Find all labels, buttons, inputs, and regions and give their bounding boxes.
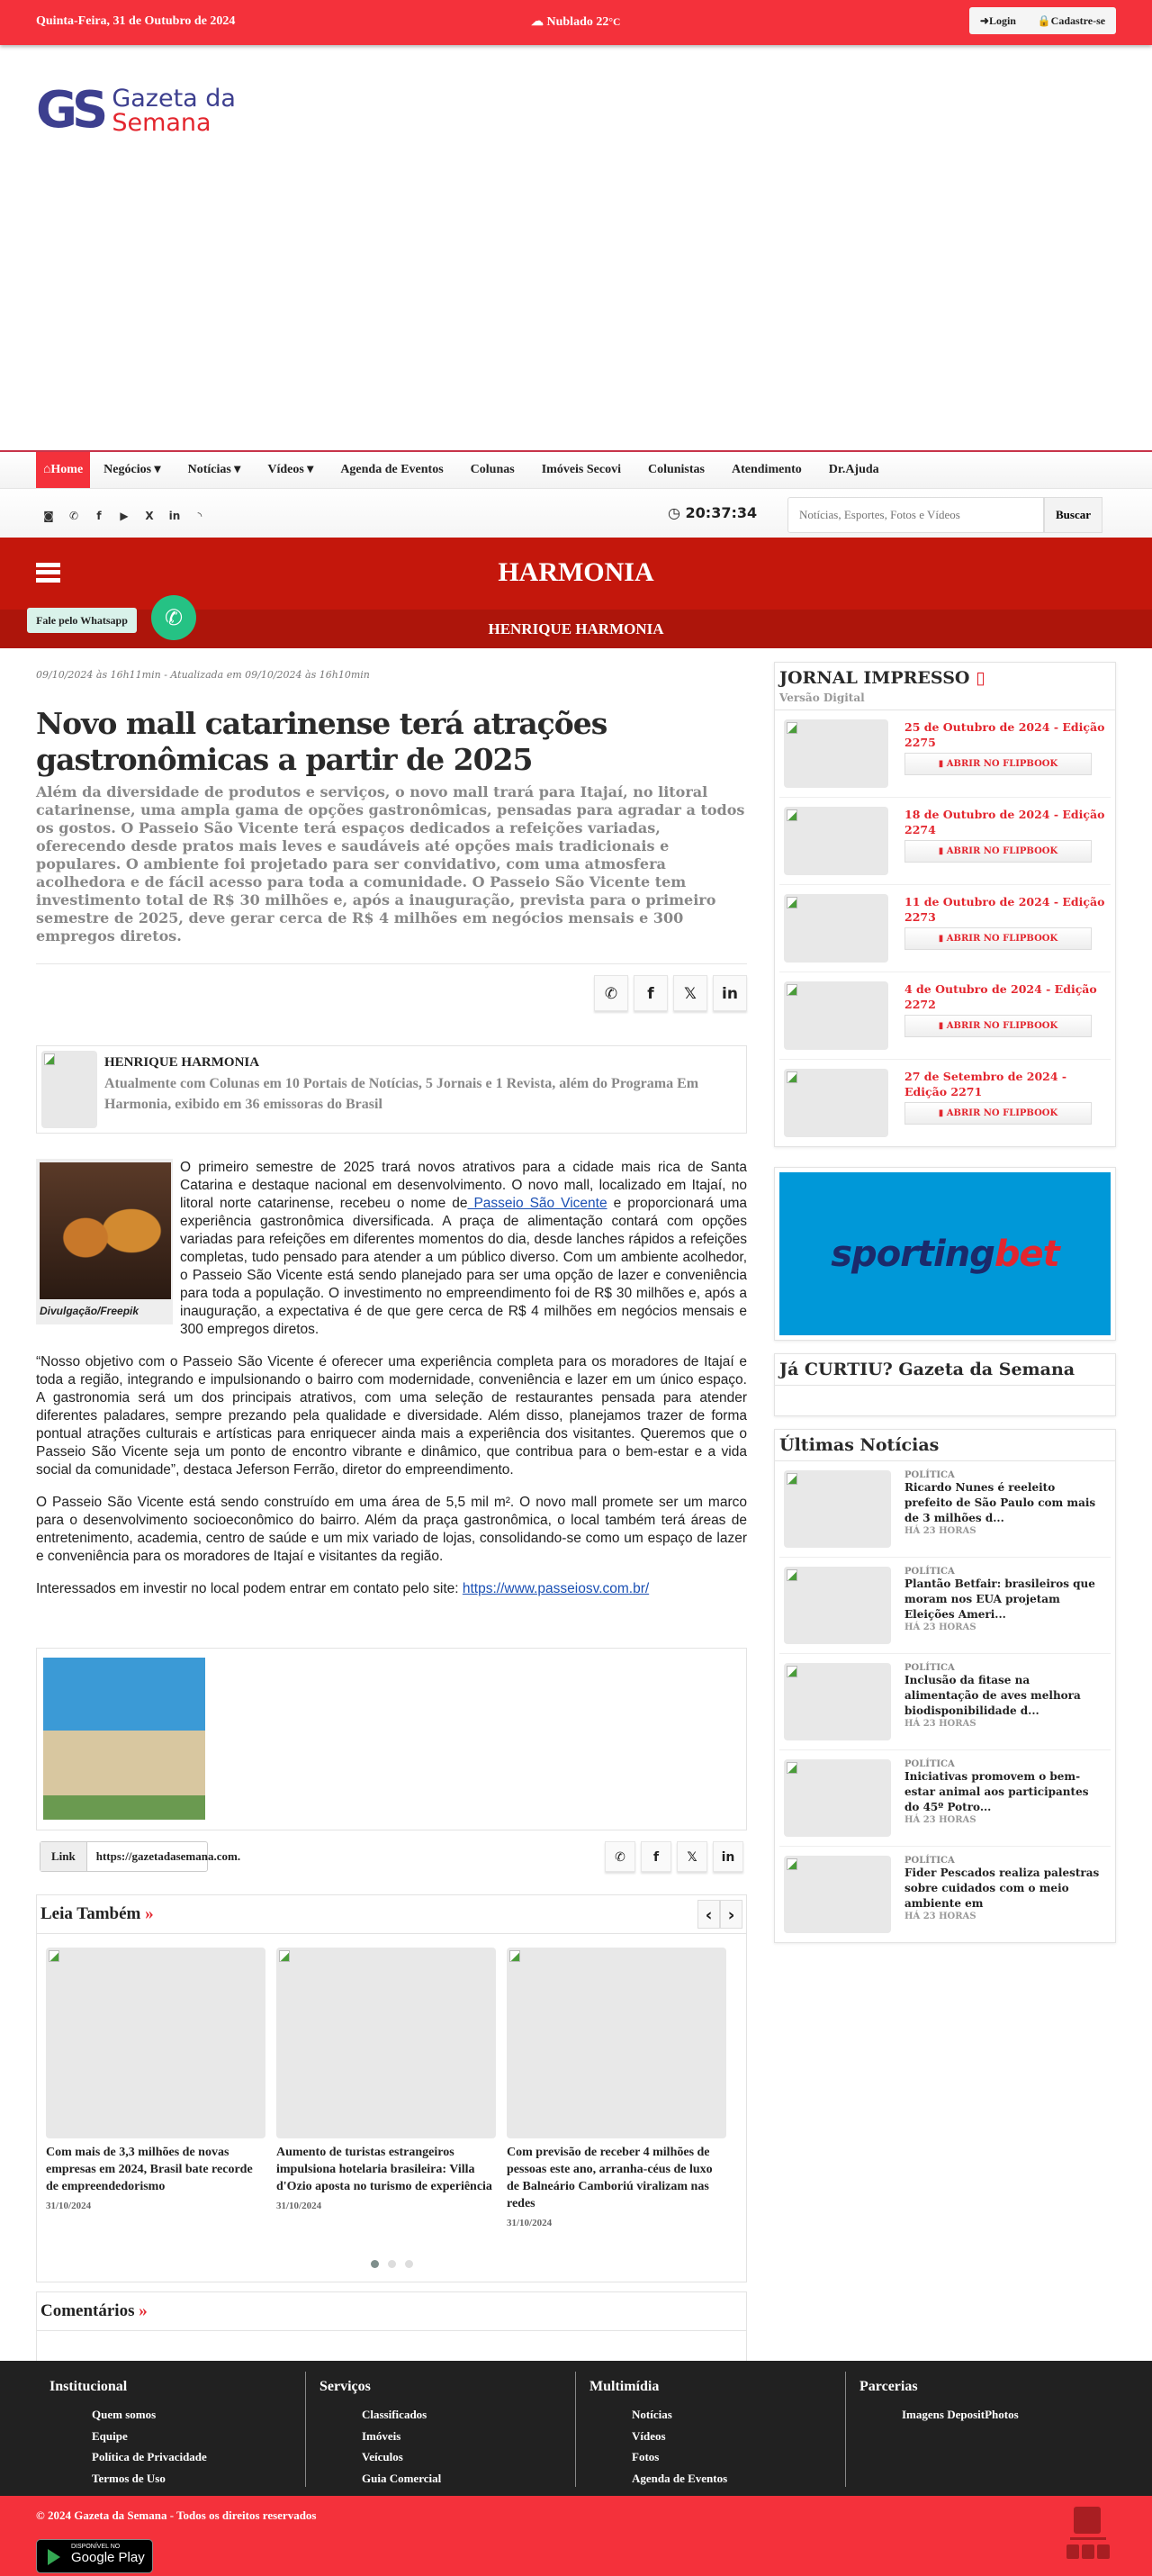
like-box: Já CURTIU? Gazeta da Semana — [774, 1353, 1116, 1416]
share-whatsapp-button[interactable]: ✆ — [594, 975, 628, 1011]
comments-title: Comentários » — [40, 2301, 148, 2320]
edition-item: 18 de Outubro de 2024 - Edição 2274 ▮ ABRIR NO FLIPBOOK — [779, 798, 1111, 885]
carousel-dot[interactable] — [371, 2260, 379, 2268]
share-x-button[interactable]: 𝕏 — [677, 1841, 707, 1872]
flipbook-button[interactable]: ▮ ABRIR NO FLIPBOOK — [904, 1102, 1092, 1125]
search-button[interactable]: Buscar — [1044, 497, 1102, 533]
related-card[interactable]: Com mais de 3,3 milhões de novas empresas em 2024, Brasil bate recorde de empreendedorismo 31/10/2024 — [46, 1948, 266, 2228]
social-links — [40, 506, 216, 523]
whatsapp-float-button[interactable] — [151, 595, 196, 640]
file-icon: ▮ — [938, 759, 947, 769]
whatsapp-icon[interactable]: ✆ — [68, 510, 79, 522]
youtube-icon[interactable]: ▶ — [120, 510, 129, 522]
clock: ◷ 20:37:34 — [668, 504, 758, 521]
tablet-icon: ▯ — [976, 668, 986, 688]
nav-noticias[interactable]: Notícias ▾ — [187, 463, 241, 476]
related-card[interactable]: Aumento de turistas estrangeiros impulsiona hotelaria brasileira: Villa d'Ozio aposta no turismo de experiência 31/10/2024 — [276, 1948, 496, 2228]
author-bio: Atualmente com Colunas em 10 Portais de Notícias, 5 Jornais e 1 Revista, além do Programa Em Harmonia, exibido em 36 emissoras do Brasil — [104, 1076, 699, 1112]
news-item[interactable]: POLÍTICA Plantão Betfair: brasileiros que moram nos EUA projetam Eleições Ameri... HÁ 23 HORAS — [779, 1558, 1111, 1654]
footer-col-institucional: Institucional Quem somos Equipe Política de Privacidade Termos de Uso — [36, 2372, 306, 2487]
article-title: Novo mall catarinense terá atrações gastronômicas a partir de 2025 — [36, 706, 608, 777]
top-bar — [0, 0, 1152, 45]
nav-imoveis-secovi[interactable]: Imóveis Secovi — [541, 463, 621, 476]
related-title: Leia Também » — [40, 1904, 154, 1923]
lock-icon: 🔒 — [1037, 14, 1051, 27]
author-name: HENRIQUE HARMONIA — [104, 1055, 260, 1070]
google-play-badge[interactable]: DISPONÍVEL NO Google Play — [36, 2539, 153, 2573]
rss-icon[interactable]: ◝ — [197, 510, 202, 522]
sidebar — [774, 662, 1116, 1956]
news-item[interactable]: POLÍTICA Ricardo Nunes é reeleito prefeito de São Paulo com mais de 3 milhões d... HÁ 23 HORAS — [779, 1461, 1111, 1558]
current-date: Quinta-Feira, 31 de Outubro de 2024 — [36, 14, 236, 28]
edition-item: 11 de Outubro de 2024 - Edição 2273 ▮ ABRIR NO FLIPBOOK — [779, 885, 1111, 972]
edition-item: 4 de Outubro de 2024 - Edição 2272 ▮ ABRIR NO FLIPBOOK — [779, 972, 1111, 1060]
search-input[interactable] — [788, 497, 1044, 533]
whatsapp-label[interactable]: Fale pelo Whatsapp — [27, 608, 137, 633]
paragraph: “Nosso objetivo com o Passeio São Vicente é oferecer uma experiência completa para os moradores de Itajaí e toda a região, integrando e impulsionando o bairro com modernidade, conveniência e lazer em um único espaço. A gastronomia será um dos principais atrativos, com uma seleção de restaurantes pensada para atender diferentes paladares, sempre prezando pela qualidade e diversidade. Além disso, planejamos trazer de forma pontual atrações culturais e artísticas para enriquecer ainda mais a experiência dos visitantes. Queremos que o Passeio São Vicente seja um ponto de encontro vibrante e dinâmico, que contribua para o bem-estar e a vida social da comunidade”, destaca Jeferson Ferrão, diretor do empreendimento. — [36, 1354, 747, 1478]
latest-news-box: Últimas Notícias POLÍTICA Ricardo Nunes é reeleito prefeito de São Paulo com mais de 3 milhões d... HÁ 23 HORAS POLÍTICA Plantão Betfair: brasileiros que moram nos EUA projetam Eleições Ameri... HÁ 23 HORAS POLÍTICA Inclusão da fitase na alimentação de aves melhora biodisponibilidade d... HÁ 23 HORAS POLÍTICA Iniciativas promovem o bem-estar animal aos participantes do 45º Potro... HÁ 23 HORAS POLÍTICA Fider Pescados realiza palestras sobre cuidados com o meio ambiente em HÁ 23 HORAS — [774, 1429, 1116, 1943]
passeio-link[interactable]: Passeio São Vicente — [467, 1196, 608, 1211]
login-icon: ➜ — [979, 14, 989, 27]
share-facebook-button[interactable]: f — [641, 1841, 671, 1872]
share-x-button[interactable]: 𝕏 — [673, 975, 707, 1011]
image-caption: Divulgação/Freepik — [40, 1305, 140, 1317]
carousel-next-button[interactable]: › — [720, 1900, 742, 1929]
flipbook-button[interactable]: ▮ ABRIR NO FLIPBOOK — [904, 927, 1092, 950]
footer-col-servicos: Serviços Classificados Imóveis Veículos Guia Comercial — [306, 2372, 576, 2487]
file-icon: ▮ — [938, 934, 947, 944]
signup-button[interactable]: 🔒Cadastre-se — [1037, 14, 1106, 27]
nav-drajuda[interactable]: Dr.Ajuda — [828, 463, 879, 476]
gallery — [36, 1648, 747, 1830]
footer-col-multimidia: Multimídia Notícias Vídeos Fotos Agenda de Eventos — [576, 2372, 846, 2487]
flipbook-button[interactable]: ▮ ABRIR NO FLIPBOOK — [904, 753, 1092, 775]
footer — [0, 2361, 1152, 2496]
login-button[interactable]: ➜Login — [979, 14, 1016, 27]
facebook-icon[interactable]: f — [96, 510, 102, 522]
article-meta: 09/10/2024 às 16h11min - Atualizada em 09/10/2024 às 16h10min — [36, 669, 370, 681]
paragraph: Interessados em investir no local podem entrar em contato pelo site: https://www.passeiosv.com.br/ — [36, 1581, 650, 1596]
carousel-dots — [37, 2260, 746, 2268]
related-card[interactable]: Com previsão de receber 4 milhões de pessoas este ano, arranha-céus de luxo de Balneário Camboriú viralizam nas redes 31/10/2024 — [507, 1948, 726, 2228]
nav-agenda[interactable]: Agenda de Eventos — [340, 463, 444, 476]
flipbook-button[interactable]: ▮ ABRIR NO FLIPBOOK — [904, 1015, 1092, 1037]
nav-colunas[interactable]: Colunas — [470, 463, 515, 476]
article-body — [36, 1159, 747, 1598]
sportingbet-ad[interactable]: sporting bet — [774, 1167, 1116, 1341]
nav-atendimento[interactable]: Atendimento — [732, 463, 802, 476]
logo-mark: GS — [36, 81, 104, 140]
article — [36, 662, 747, 2364]
instagram-icon[interactable]: ◙ — [43, 510, 54, 522]
news-item[interactable]: POLÍTICA Fider Pescados realiza palestras sobre cuidados com o meio ambiente em HÁ 23 HORAS — [779, 1847, 1111, 1942]
share-buttons-bottom — [605, 1841, 743, 1872]
edition-item: 27 de Setembro de 2024 - Edição 2271 ▮ ABRIR NO FLIPBOOK — [779, 1060, 1111, 1146]
print-edition-box: JORNAL IMPRESSO ▯ Versão Digital 25 de Outubro de 2024 - Edição 2275 ▮ ABRIR NO FLIPBOOK 18 de Outubro de 2024 - Edição 2274 ▮ ABRIR NO FLIPBOOK 11 de Outubro de 2024 - Edição 2273 ▮ ABRIR NO FLIPBOOK 4 de Outubro de 2024 - Edição 2272 ▮ ABRIR NO FLIPBOOK 27 de Setembro de 2024 - Edição 2271 ▮ ABRIR NO FLIPBOOK — [774, 662, 1116, 1147]
nav-home[interactable]: ⌂Home — [36, 452, 90, 488]
columnist-name: HENRIQUE HARMONIA — [0, 610, 1152, 648]
clock-icon: ◷ — [668, 504, 686, 521]
share-linkedin-button[interactable]: in — [713, 975, 747, 1011]
footer-bottom — [0, 2496, 1152, 2576]
share-buttons — [36, 975, 747, 1011]
column-title: HARMONIA — [498, 557, 654, 587]
share-whatsapp-button[interactable]: ✆ — [605, 1841, 635, 1872]
home-icon: ⌂ — [43, 463, 51, 476]
x-icon[interactable]: X — [145, 510, 154, 522]
permalink-field[interactable]: Link https://gazetadasemana.com. — [40, 1841, 208, 1872]
author-box — [36, 1045, 747, 1134]
comments-panel — [36, 2291, 747, 2364]
file-icon: ▮ — [938, 1108, 947, 1118]
linkedin-icon[interactable]: in — [168, 510, 181, 522]
carousel-prev-button[interactable]: ‹ — [698, 1900, 720, 1929]
sub-nav — [0, 488, 1152, 538]
paragraph: O Passeio São Vicente está sendo construído em uma área de 5,5 mil m². O novo mall promete ser um marco para o desenvolvimento socioeconômico do bairro. Além da praça gastronômica, o local também terá áreas de entretenimento, academia, centro de saúde e um mix variado de lojas, consolidando-se como um espaço de lazer e conveniência para os moradores de Itajaí e visitantes da região. — [36, 1495, 747, 1564]
news-item[interactable]: POLÍTICA Inclusão da fitase na alimentação de aves melhora biodisponibilidade d... HÁ 23 HORAS — [779, 1654, 1111, 1750]
edition-item: 25 de Outubro de 2024 - Edição 2275 ▮ ABRIR NO FLIPBOOK — [779, 710, 1111, 798]
site-link[interactable]: https://www.passeiosv.com.br/ — [462, 1581, 650, 1596]
cloud-icon: ☁ — [531, 15, 547, 29]
copyright: © 2024 Gazeta da Semana - Todos os direitos reservados — [36, 2508, 317, 2522]
file-icon: ▮ — [938, 846, 947, 856]
accessibility-icon[interactable] — [1065, 2507, 1113, 2559]
related-panel — [36, 1894, 747, 2282]
weather: ☁ Nublado 22°C — [531, 15, 621, 29]
author-avatar — [41, 1051, 97, 1128]
share-facebook-button[interactable]: f — [634, 975, 668, 1011]
main-nav — [0, 450, 1152, 488]
google-play-icon — [48, 2549, 60, 2565]
file-icon: ▮ — [938, 1021, 947, 1031]
nav-videos[interactable]: Vídeos ▾ — [267, 463, 314, 476]
gallery-image[interactable] — [43, 1658, 205, 1820]
nav-negocios[interactable]: Negócios ▾ — [104, 463, 161, 476]
news-item[interactable]: POLÍTICA Iniciativas promovem o bem-estar animal aos participantes do 45º Potro... HÁ 23 HORAS — [779, 1750, 1111, 1847]
carousel-dot[interactable] — [388, 2260, 396, 2268]
article-figure — [36, 1159, 173, 1324]
site-logo[interactable]: GS Gazeta da Semana — [36, 81, 236, 140]
auth-group — [969, 7, 1116, 34]
carousel-dot[interactable] — [405, 2260, 413, 2268]
paragraph: O primeiro semestre de 2025 trará novos atrativos para a cidade mais rica de Santa Catarina e destaque nacional em desenvolvimento. O novo mall, localizado em Itajaí, no litoral norte catarinense, recebeu o nome de Passeio São Vicente e proporcionará uma experiência gastronômica diversificada. A praça de alimentação contará com opções variadas para refeições em diferentes momentos do dia, desde lanches rápidos a refeições completas, tudo pensado para atender a um público diverso. Com um ambiente acolhedor, o Passeio São Vicente está sendo planejado para ser uma opção de lazer e conveniência para toda a população. O investimento no empreendimento foi de R$ 30 milhões e, após a inauguração, a expectativa é de que gere cerca de R$ 4 milhões em negócios mensais e 300 empregos diretos. — [180, 1160, 748, 1337]
flipbook-button[interactable]: ▮ ABRIR NO FLIPBOOK — [904, 840, 1092, 863]
divider — [36, 963, 747, 964]
article-lead: Além da diversidade de produtos e serviços, o novo mall trará para Itajaí, no litoral catarinense, uma ampla gama de opções gastronômicas, pensadas para agradar a todos os gostos. O Passeio São Vicente terá espaços dedicados a refeições variadas, oferecendo desde pratos mais leves e saudáveis até opções mais tradicionais e populares. O ambiente foi projetado para ser convidativo, com uma atmosfera acolhedora e de fácil acesso para toda a comunidade. O Passeio São Vicente tem investimento total de R$ 30 milhões e, após a inauguração, prevista para o primeiro semestre de 2025, deve gerar cerca de R$ 4 milhões em negócios mensais e 300 empregos diretos. — [36, 783, 745, 945]
whatsapp-icon: ✆ — [164, 605, 184, 630]
burger-image[interactable] — [40, 1162, 171, 1299]
share-linkedin-button[interactable]: in — [713, 1841, 743, 1872]
nav-colunistas[interactable]: Colunistas — [647, 463, 705, 476]
footer-col-parcerias: Parcerias Imagens DepositPhotos — [860, 2379, 1019, 2421]
